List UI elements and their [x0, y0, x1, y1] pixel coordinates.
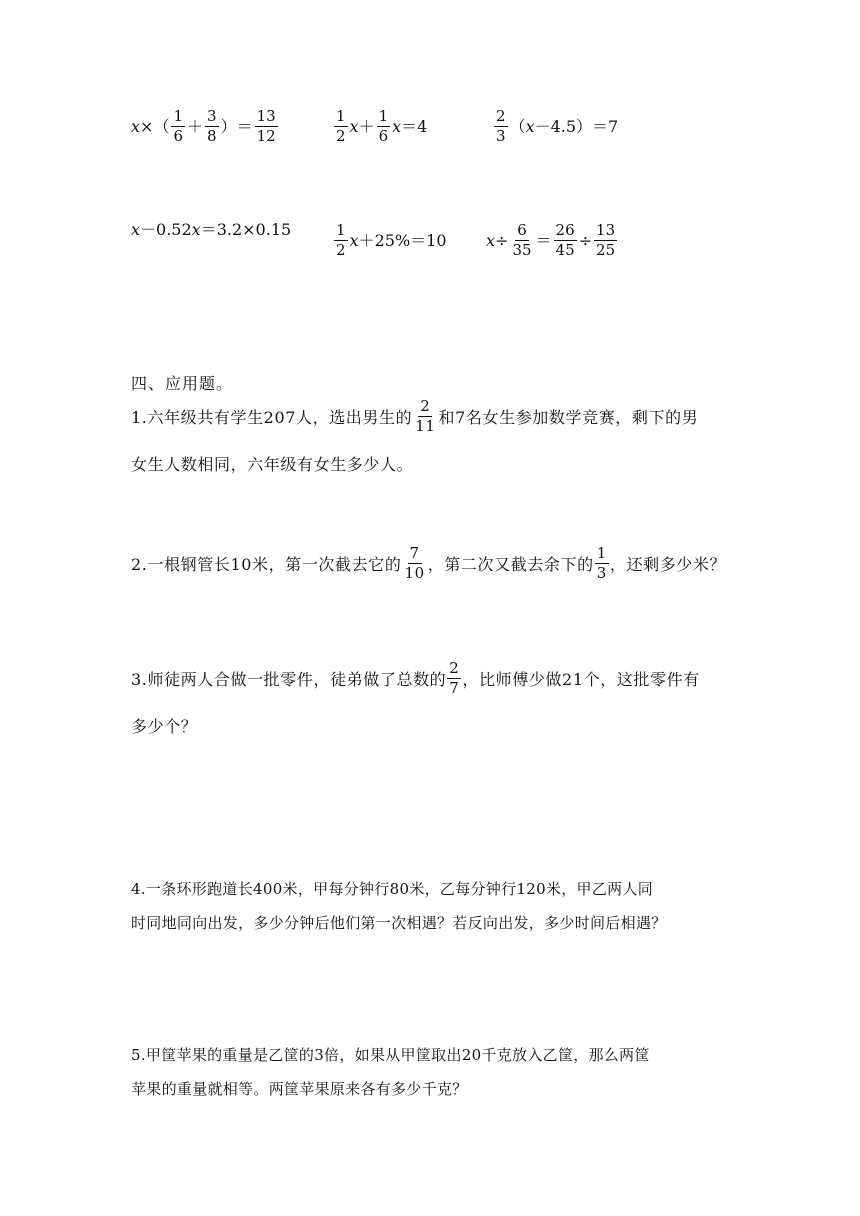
- problem-4: [131, 878, 731, 938]
- problem-text: ，比师傅少做21个，这批零件有: [462, 670, 700, 690]
- denominator: 3: [496, 127, 506, 146]
- denominator: 25: [596, 241, 616, 260]
- operator: ÷: [578, 230, 593, 250]
- denominator: 10: [404, 564, 425, 583]
- variable: x: [486, 230, 496, 250]
- variable: x: [131, 220, 141, 239]
- problem-5-line-2: 苹果的重量就相等。两筐苹果原来各有多少千克？: [131, 1080, 468, 1098]
- numerator: 13: [255, 108, 278, 127]
- denominator: 12: [256, 127, 276, 146]
- denominator: 7: [449, 679, 460, 698]
- numerator: 13: [594, 222, 617, 241]
- fraction: [377, 108, 391, 146]
- numerator: 26: [554, 222, 577, 241]
- fraction: [447, 660, 461, 698]
- fraction: [205, 108, 219, 146]
- problem-text: 和7名女生参加数学竞赛，剩下的男: [438, 408, 699, 428]
- denominator: 11: [415, 417, 436, 436]
- problem-5-line-1: 5.甲筐苹果的重量是乙筐的3倍，如果从甲筐取出20千克放入乙筐，那么两筐: [131, 1046, 650, 1064]
- fraction: [554, 222, 577, 260]
- numerator: 1: [377, 108, 391, 127]
- variable: x: [349, 116, 359, 136]
- operator: ×（: [140, 116, 170, 136]
- section-title: 四、应用题。: [131, 374, 234, 393]
- operator: ＝: [535, 230, 552, 250]
- numerator: 1: [334, 108, 348, 127]
- equation-1-3: [492, 108, 618, 146]
- variable: x: [525, 116, 535, 136]
- operator: －0.52: [140, 220, 192, 239]
- operator: （: [509, 116, 526, 136]
- problem-text: 2.一根钢管长10米，第一次截去它的: [131, 555, 402, 575]
- fraction: [510, 222, 533, 260]
- operator: ＝4: [401, 116, 428, 136]
- variable: x: [191, 220, 201, 239]
- problem-1-line-1: [131, 398, 698, 436]
- numerator: 2: [447, 660, 461, 679]
- variable: x: [349, 230, 359, 250]
- fraction: [334, 108, 348, 146]
- problem-1: [131, 398, 731, 478]
- fraction: [494, 108, 508, 146]
- denominator: 6: [173, 127, 183, 146]
- problem-4-line-1: 4.一条环形跑道长400米，甲每分钟行80米，乙每分钟行120米，甲乙两人同: [131, 880, 654, 898]
- problem-text: 3.师徒两人合做一批零件，徒弟做了总数的: [131, 670, 447, 690]
- fraction: [594, 222, 617, 260]
- denominator: 35: [512, 241, 532, 260]
- problem-3-line-2: 多少个？: [131, 717, 198, 736]
- fraction: [595, 545, 609, 583]
- equation-1-2: [332, 108, 427, 146]
- operator: ）＝: [220, 116, 253, 136]
- equation-2-3: [486, 222, 619, 260]
- numerator: 1: [334, 222, 348, 241]
- numerator: 3: [205, 108, 219, 127]
- numerator: 2: [494, 108, 508, 127]
- numerator: 2: [418, 398, 432, 417]
- numerator: 7: [408, 545, 422, 564]
- equation-2-2: [332, 222, 447, 260]
- fraction: [334, 222, 348, 260]
- equation-1-1: [131, 108, 280, 146]
- problem-4-line-2: 时同地同向出发，多少分钟后他们第一次相遇？若反向出发，多少时间后相遇？: [131, 914, 667, 932]
- fraction: [171, 108, 185, 146]
- operator: ＝3.2×0.15: [200, 220, 292, 239]
- problem-text: 1.六年级共有学生207人，选出男生的: [131, 408, 413, 428]
- numerator: 1: [595, 545, 609, 564]
- operator: ＋: [187, 116, 204, 136]
- denominator: 2: [336, 241, 346, 260]
- problem-text: ，还剩多少米？: [609, 555, 727, 575]
- numerator: 1: [171, 108, 185, 127]
- fraction: [413, 398, 437, 436]
- variable: x: [131, 116, 141, 136]
- operator: ＋25%＝10: [358, 230, 447, 250]
- fraction: [402, 545, 426, 583]
- problem-2: [131, 545, 731, 595]
- denominator: 3: [596, 564, 607, 583]
- numerator: 6: [515, 222, 529, 241]
- problem-3-line-1: [131, 660, 700, 698]
- denominator: 45: [555, 241, 575, 260]
- fraction: [255, 108, 278, 146]
- operator: ＋: [358, 116, 375, 136]
- problem-2-line-1: [131, 545, 726, 583]
- operator: －4.5）＝7: [534, 116, 619, 136]
- denominator: 2: [336, 127, 346, 146]
- operator: ÷: [495, 230, 509, 250]
- problem-1-line-2: 女生人数相同，六年级有女生多少人。: [131, 455, 414, 474]
- denominator: 6: [378, 127, 389, 146]
- problem-5: [131, 1044, 731, 1104]
- problem-3: [131, 660, 731, 740]
- variable: x: [392, 116, 402, 136]
- equation-2-1: [131, 222, 291, 238]
- denominator: 8: [207, 127, 217, 146]
- problem-text: ，第二次又截去余下的: [427, 555, 594, 575]
